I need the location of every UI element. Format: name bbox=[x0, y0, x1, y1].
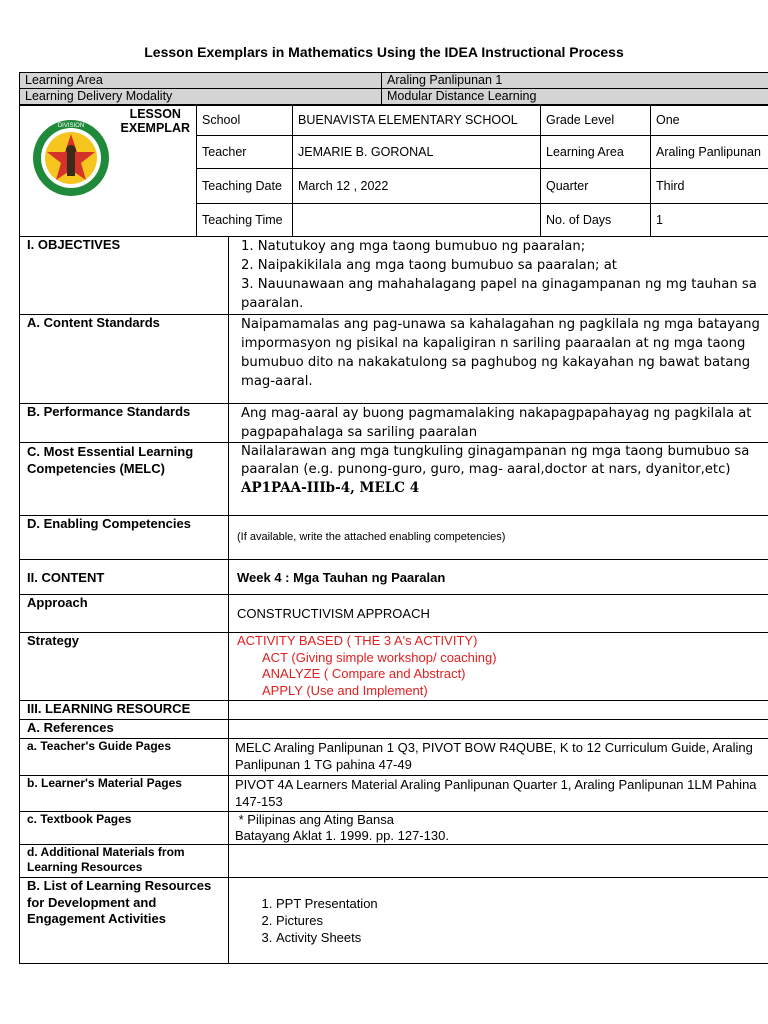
melc-cell bbox=[229, 443, 768, 516]
approach-text: CONSTRUCTIVISM APPROACH bbox=[229, 595, 768, 633]
area-value: Araling Panlipunan bbox=[651, 136, 768, 169]
strategy-line: ACT (Giving simple workshop/ coaching) bbox=[262, 649, 497, 665]
strategy-cell bbox=[229, 633, 768, 701]
list-item: 3. Activity Sheets bbox=[276, 929, 768, 946]
enabling-label: D. Enabling Competencies bbox=[20, 516, 229, 560]
objectives-label: I. OBJECTIVES bbox=[20, 237, 229, 315]
page-title: Lesson Exemplars in Mathematics Using the IDEA Instructional Process bbox=[144, 44, 624, 60]
time-value bbox=[293, 204, 541, 237]
content-text: Week 4 : Mga Tauhan ng Paaralan bbox=[229, 560, 768, 595]
strategy-line: ANALYZE ( Compare and Abstract) bbox=[262, 666, 466, 681]
quarter-value: Third bbox=[651, 169, 768, 204]
time-label: Teaching Time bbox=[197, 204, 293, 237]
objective-item: 1. Natutukoy ang mga taong bumubuo ng paaralan; bbox=[241, 239, 586, 254]
header-table bbox=[19, 72, 768, 105]
textbook-line: * Pilipinas ang Ating Bansa bbox=[235, 812, 394, 827]
date-label: Teaching Date bbox=[197, 169, 293, 204]
performance-standards-label: B. Performance Standards bbox=[20, 404, 229, 443]
textbook-line: Batayang Aklat 1. 1999. pp. 127-130. bbox=[235, 828, 449, 843]
learning-resource-label: III. LEARNING RESOURCE bbox=[20, 701, 229, 720]
approach-label: Approach bbox=[20, 595, 229, 633]
learning-area-label: Learning Area bbox=[20, 73, 382, 89]
teacher-label: Teacher bbox=[197, 136, 293, 169]
objective-item: 3. Nauunawaan ang mahahalagang papel na ginagampanan ng mg tauhan sa paaralan. bbox=[241, 277, 757, 311]
grade-label: Grade Level bbox=[541, 106, 651, 136]
additional-materials-label: d. Additional Materials from Learning Resources bbox=[20, 845, 229, 878]
teacher-value: JEMARIE B. GORONAL bbox=[293, 136, 541, 169]
melc-code: AP1PAA-IIIb-4, MELC 4 bbox=[241, 480, 420, 496]
strategy-line: APPLY (Use and Implement) bbox=[262, 682, 428, 698]
lesson-label: LESSON bbox=[129, 107, 181, 121]
teachers-guide-label: a. Teacher's Guide Pages bbox=[20, 739, 229, 776]
melc-label: C. Most Essential Learning Competencies (MELC) bbox=[20, 443, 229, 516]
list-item: 1. PPT Presentation bbox=[276, 895, 768, 912]
content-standards-label: A. Content Standards bbox=[20, 315, 229, 404]
days-value: 1 bbox=[651, 204, 768, 237]
exemplar-info-table bbox=[19, 105, 768, 237]
objective-item: 2. Naipakikilala ang mga taong bumubuo sa paaralan; at bbox=[241, 258, 617, 273]
textbook-label: c. Textbook Pages bbox=[20, 812, 229, 845]
exemplar-label-cell bbox=[20, 106, 197, 237]
content-standards-text: Naipamamalas ang pag-unawa sa kahalagahan ng pagkilala ng mga batayang impormasyon ng pisikal na kapaligiran n sariling paaraalan at ng mga taong bumubuo dito na nakakatulong sa paghubog ng kakayahan ng bawat batang mag-aaral. bbox=[229, 315, 768, 404]
area-label: Learning Area bbox=[541, 136, 651, 169]
learning-resource-value bbox=[229, 701, 768, 720]
exemplar-label: EXEMPLAR bbox=[120, 121, 190, 135]
textbook-cell bbox=[229, 812, 768, 845]
quarter-label: Quarter bbox=[541, 169, 651, 204]
strategy-label: Strategy bbox=[20, 633, 229, 701]
content-label: II. CONTENT bbox=[20, 560, 229, 595]
lesson-plan-table bbox=[19, 236, 768, 964]
additional-materials-value bbox=[229, 845, 768, 878]
list-item: 2. Pictures bbox=[276, 912, 768, 929]
date-value: March 12 , 2022 bbox=[293, 169, 541, 204]
melc-text: Nailalarawan ang mga tungkuling ginagampanan ng mga taong bumubuo sa paaralan (e.g. punong-guro, guro, mag- aaral,doctor at nars, dyanitor,etc) bbox=[241, 444, 750, 477]
strategy-line: ACTIVITY BASED ( THE 3 A's ACTIVITY) bbox=[237, 633, 478, 648]
school-label: School bbox=[197, 106, 293, 136]
list-resources-cell bbox=[229, 878, 768, 964]
references-value bbox=[229, 720, 768, 739]
learners-material-text: PIVOT 4A Learners Material Araling Panlipunan Quarter 1, Araling Panlipunan 1LM Pahina 147-153 bbox=[229, 776, 768, 812]
modality-label: Learning Delivery Modality bbox=[20, 89, 382, 105]
modality-value: Modular Distance Learning bbox=[382, 89, 768, 105]
days-label: No. of Days bbox=[541, 204, 651, 237]
references-label: A. References bbox=[20, 720, 229, 739]
teachers-guide-text: MELC Araling Panlipunan 1 Q3, PIVOT BOW R4QUBE, K to 12 Curriculum Guide, Araling Panlipunan 1 TG pahina 47-49 bbox=[229, 739, 768, 776]
grade-value: One bbox=[651, 106, 768, 136]
resources-list bbox=[234, 895, 768, 946]
performance-standards-text: Ang mag-aaral ay buong pagmamalaking nakapagpapahayag ng pagkilala at pagpapahalaga sa sariling paaralan bbox=[229, 404, 768, 443]
learners-material-label: b. Learner's Material Pages bbox=[20, 776, 229, 812]
list-resources-label: B. List of Learning Resources for Development and Engagement Activities bbox=[20, 878, 229, 964]
enabling-text: (If available, write the attached enabling competencies) bbox=[229, 516, 768, 560]
learning-area-value: Araling Panlipunan 1 bbox=[382, 73, 768, 89]
objectives-cell bbox=[229, 237, 768, 315]
svg-text:DIVISION: DIVISION bbox=[57, 123, 85, 129]
division-seal-icon bbox=[31, 118, 111, 198]
school-value: BUENAVISTA ELEMENTARY SCHOOL bbox=[293, 106, 541, 136]
